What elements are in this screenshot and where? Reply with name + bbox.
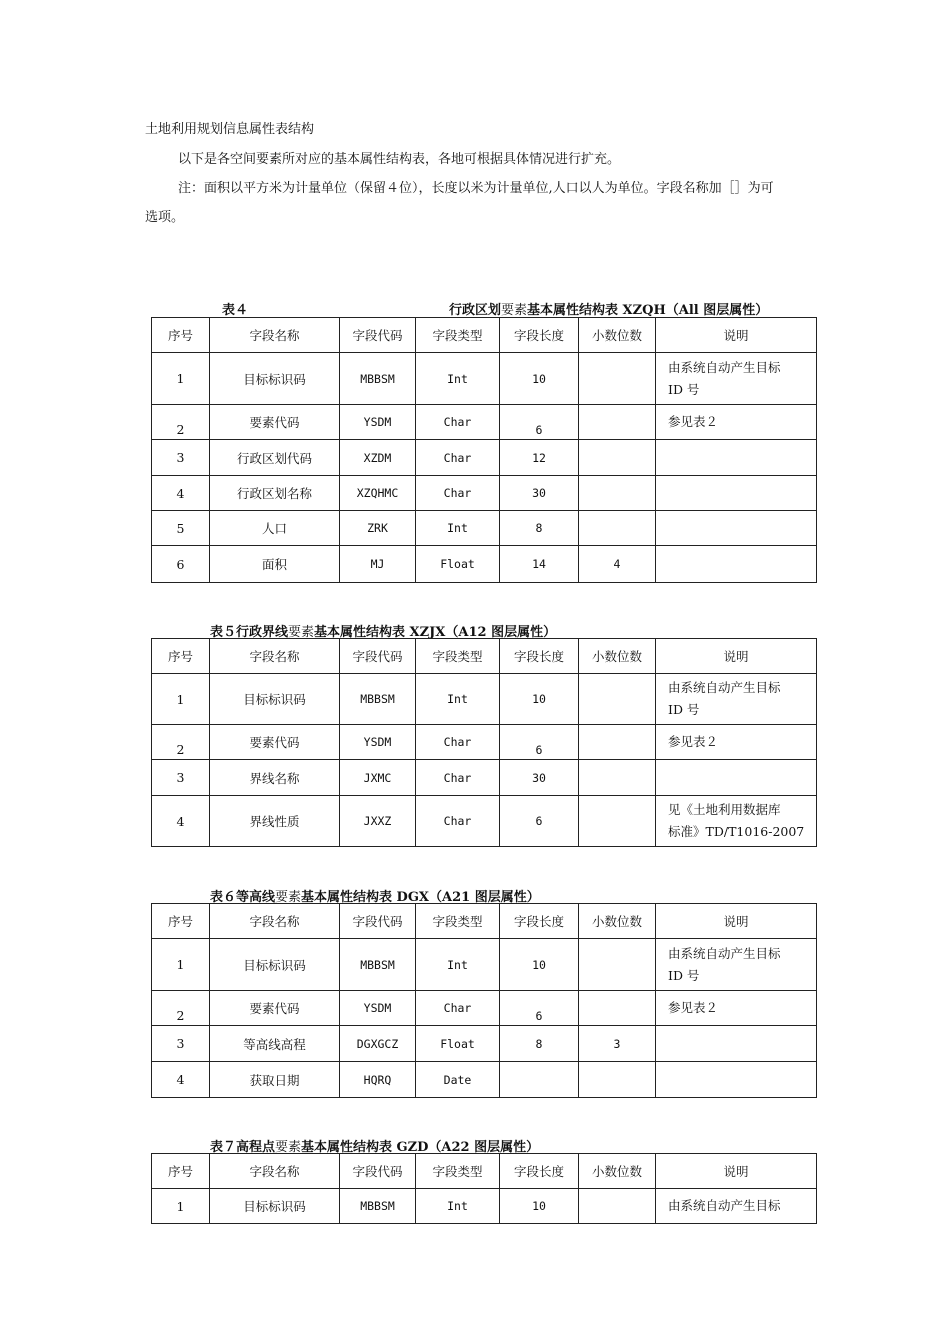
table-7-caption-part-b: 要素 [275,1140,302,1155]
cell-code: MBBSM [340,674,416,725]
cell-length: 10 [500,674,579,725]
cell-decimals [579,1189,656,1224]
cell-type: Char [416,440,500,476]
header-description: 说明 [656,904,817,939]
header-field-length: 字段长度 [500,639,579,674]
cell-name: 行政区划名称 [210,476,340,511]
cell-decimals [579,476,656,511]
cell-length-text: 6 [535,423,543,437]
cell-length [500,1062,579,1098]
header-decimals: 小数位数 [579,639,656,674]
header-field-name: 字段名称 [210,318,340,353]
table-row [152,939,817,991]
cell-type: Int [416,353,500,405]
cell-type: Int [416,674,500,725]
table-row [152,353,817,405]
header-decimals: 小数位数 [579,318,656,353]
cell-type: Char [416,476,500,511]
cell-decimals [579,511,656,546]
cell-length: 12 [500,440,579,476]
cell-code: JXXZ [340,796,416,847]
table-header-row [152,318,817,353]
cell-index-text: 2 [176,422,185,437]
cell-index: 1 [152,1189,210,1224]
cell-length [500,725,579,760]
cell-type: Float [416,1026,500,1062]
table-5-caption-part-a: 表５行政界线 [210,625,289,640]
cell-name: 目标标识码 [210,674,340,725]
cell-description [656,674,817,725]
note-paragraph: 注：面积以平方米为计量单位（保留４位），长度以米为计量单位,人口以人为单位。字段名称加［］为可 [178,181,774,196]
cell-decimals: 4 [579,546,656,583]
cell-decimals [579,440,656,476]
cell-decimals: 3 [579,1026,656,1062]
cell-name: 界线性质 [210,796,340,847]
cell-index [152,991,210,1026]
cell-decimals [579,760,656,796]
table-6-caption-part-b: 要素 [275,890,302,905]
table-4-caption-part-c: 基本属性结构表 XZQH（All 图层属性） [527,303,769,318]
cell-code: MBBSM [340,939,416,991]
header-field-code: 字段代码 [340,904,416,939]
header-index: 序号 [152,318,210,353]
table-7-caption-part-a: 表７高程点 [210,1140,276,1155]
cell-length: 10 [500,939,579,991]
cell-description [656,353,817,405]
cell-description [656,939,817,991]
header-field-code: 字段代码 [340,318,416,353]
cell-length: 10 [500,1189,579,1224]
cell-type: Char [416,796,500,847]
cell-code: HQRQ [340,1062,416,1098]
cell-index: 3 [152,760,210,796]
header-description: 说明 [656,1154,817,1189]
description-line: 标准》TD/T1016-2007 [668,824,805,839]
cell-name: 行政区划代码 [210,440,340,476]
cell-decimals [579,796,656,847]
table-header-row [152,904,817,939]
cell-type: Date [416,1062,500,1098]
table-4-caption-part-b: 要素 [501,303,528,318]
cell-description [656,1026,817,1062]
description-line: ID 号 [668,702,700,717]
cell-name: 界线名称 [210,760,340,796]
cell-index [152,405,210,440]
table-4-label: 表４ [222,303,249,318]
description-line: 见《土地利用数据库 [668,802,781,817]
table-row [152,546,817,583]
table-row [152,796,817,847]
cell-code: YSDM [340,991,416,1026]
table-6-dgx [151,903,817,1098]
cell-description [656,546,817,583]
cell-length: 8 [500,1026,579,1062]
cell-description: 参见表２ [656,725,817,760]
cell-length: 30 [500,760,579,796]
cell-code: ZRK [340,511,416,546]
cell-name: 要素代码 [210,725,340,760]
header-field-length: 字段长度 [500,904,579,939]
cell-type: Int [416,939,500,991]
table-row [152,760,817,796]
cell-description [656,476,817,511]
table-4-xzqh [151,317,817,583]
cell-name: 目标标识码 [210,1189,340,1224]
table-row [152,1189,817,1224]
cell-description [656,440,817,476]
header-index: 序号 [152,639,210,674]
header-field-type: 字段类型 [416,318,500,353]
header-field-name: 字段名称 [210,639,340,674]
table-row [152,1062,817,1098]
cell-type: Char [416,725,500,760]
header-field-name: 字段名称 [210,904,340,939]
cell-length-text: 6 [535,1009,543,1023]
cell-decimals [579,674,656,725]
table-7-gzd [151,1153,817,1224]
table-4-caption-part-a: 行政区划 [449,303,502,318]
cell-description: 参见表２ [656,991,817,1026]
cell-description: 由系统自动产生目标 [656,1189,817,1224]
cell-length: 8 [500,511,579,546]
cell-length [500,405,579,440]
cell-length: 30 [500,476,579,511]
header-field-type: 字段类型 [416,904,500,939]
cell-name: 等高线高程 [210,1026,340,1062]
cell-name: 目标标识码 [210,939,340,991]
cell-code: MBBSM [340,1189,416,1224]
description-line: ID 号 [668,381,700,397]
description-line: 由系统自动产生目标 [668,359,781,375]
table-7-caption-part-c: 基本属性结构表 GZD（A22 图层属性） [301,1140,540,1155]
cell-decimals [579,939,656,991]
cell-index: 1 [152,939,210,991]
intro-paragraph: 以下是各空间要素所对应的基本属性结构表，各地可根据具体情况进行扩充。 [178,152,621,167]
cell-decimals [579,725,656,760]
table-row [152,725,817,760]
header-description: 说明 [656,639,817,674]
table-row [152,674,817,725]
cell-description: 参见表２ [656,405,817,440]
cell-description [656,511,817,546]
table-6-caption-part-a: 表６等高线 [210,890,276,905]
cell-index-text: 2 [176,1008,185,1023]
cell-index-text: 2 [176,742,185,757]
table-row [152,1026,817,1062]
header-field-length: 字段长度 [500,1154,579,1189]
cell-index: 3 [152,440,210,476]
cell-decimals [579,991,656,1026]
header-index: 序号 [152,904,210,939]
cell-code: MJ [340,546,416,583]
cell-length [500,991,579,1026]
description-line: 由系统自动产生目标 [668,945,781,961]
table-row [152,440,817,476]
cell-code: YSDM [340,405,416,440]
cell-decimals [579,1062,656,1098]
table-row [152,405,817,440]
cell-name: 目标标识码 [210,353,340,405]
cell-index: 4 [152,476,210,511]
cell-index: 1 [152,353,210,405]
header-field-type: 字段类型 [416,639,500,674]
cell-index: 1 [152,674,210,725]
table-5-xzjx [151,638,817,847]
cell-name: 要素代码 [210,405,340,440]
description-line: ID 号 [668,967,700,983]
table-5-caption-part-c: 基本属性结构表 XZJX（A12 图层属性） [314,625,557,640]
cell-length-text: 6 [535,743,543,757]
cell-length: 10 [500,353,579,405]
table-header-row [152,639,817,674]
section-heading: 土地利用规划信息属性表结构 [145,122,315,137]
table-4-caption [449,299,768,318]
cell-code: XZDM [340,440,416,476]
cell-index [152,725,210,760]
header-field-code: 字段代码 [340,639,416,674]
cell-code: XZQHMC [340,476,416,511]
note-paragraph-continued: 选项。 [145,210,185,225]
header-field-length: 字段长度 [500,318,579,353]
cell-length: 6 [500,796,579,847]
cell-description [656,1062,817,1098]
cell-type: Int [416,511,500,546]
cell-code: JXMC [340,760,416,796]
cell-name: 面积 [210,546,340,583]
table-header-row [152,1154,817,1189]
description-line: 由系统自动产生目标 [668,680,781,695]
cell-description [656,760,817,796]
cell-type: Int [416,1189,500,1224]
cell-length: 14 [500,546,579,583]
cell-type: Char [416,991,500,1026]
cell-index: 3 [152,1026,210,1062]
cell-decimals [579,405,656,440]
cell-code: YSDM [340,725,416,760]
cell-name: 获取日期 [210,1062,340,1098]
header-field-type: 字段类型 [416,1154,500,1189]
cell-code: DGXGCZ [340,1026,416,1062]
cell-code: MBBSM [340,353,416,405]
cell-index: 4 [152,1062,210,1098]
cell-type: Char [416,405,500,440]
cell-index: 6 [152,546,210,583]
table-row [152,991,817,1026]
header-decimals: 小数位数 [579,904,656,939]
cell-index: 5 [152,511,210,546]
header-description: 说明 [656,318,817,353]
cell-name: 人口 [210,511,340,546]
table-5-caption-part-b: 要素 [288,625,315,640]
header-index: 序号 [152,1154,210,1189]
table-row [152,511,817,546]
cell-index: 4 [152,796,210,847]
table-row [152,476,817,511]
cell-type: Char [416,760,500,796]
header-decimals: 小数位数 [579,1154,656,1189]
header-field-name: 字段名称 [210,1154,340,1189]
table-6-caption-part-c: 基本属性结构表 DGX（A21 图层属性） [301,890,540,905]
header-field-code: 字段代码 [340,1154,416,1189]
cell-description [656,796,817,847]
cell-name: 要素代码 [210,991,340,1026]
cell-decimals [579,353,656,405]
cell-type: Float [416,546,500,583]
